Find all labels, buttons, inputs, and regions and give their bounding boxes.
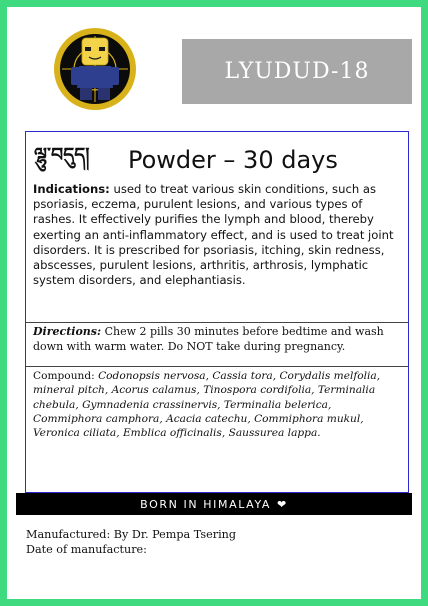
indications-section [33, 182, 401, 288]
indications-heading: Indications: [33, 182, 110, 196]
section-divider [26, 322, 408, 323]
title-row [34, 142, 338, 178]
indications-text: used to treat various skin conditions, such as psoriasis, eczema, purulent lesions, and various types of rashes. It effectively purifies the lymph and blood, thereby exerting an anti-inflammatory effect, and is used to treat joint disorders. It is prescribed for psoriasis, itching, skin redness, abscesses, purulent lesions, arthritis, arthrosis, lymphatic system disorders, and elephantiasis. [33, 182, 394, 288]
manufacture-date-label: Date of manufacture: [26, 542, 147, 556]
product-title: Powder – 30 days [128, 146, 338, 174]
heart-icon: ❤ [277, 497, 288, 511]
compound-heading: Compound: [33, 370, 95, 382]
manufacturer-line: Manufactured: By Dr. Pempa Tsering [26, 528, 237, 541]
origin-banner [16, 493, 412, 515]
logo [52, 26, 138, 112]
section-divider [26, 366, 408, 367]
tibetan-product-name: ལྷུ་བདུད། [34, 144, 90, 166]
banner-text: BORN IN HIMALAYA [140, 497, 272, 511]
directions-section [33, 325, 403, 354]
product-label [25, 131, 409, 493]
monk-figure-icon [52, 26, 138, 112]
compound-list: Codonopsis nervosa, Cassia tora, Corydalis melfolia, mineral pitch, Acorus calamus, Tinospora cordifolia, Terminalia chebula, Gymnadenia crassinervis, Terminalia belerica, Commiphora camphora, Acacia catechu, Commiphora mukul, Veronica ciliata, Emblica officinalis, Saussurea lappa. [33, 370, 381, 440]
directions-text: Chew 2 pills 30 minutes before bedtime and wash down with warm water. Do NOT take during pregnancy. [33, 325, 384, 353]
compound-section [33, 369, 403, 440]
product-code-badge: LYUDUD-18 [182, 39, 412, 104]
directions-heading: Directions: [33, 325, 102, 338]
manufacturer-info [26, 528, 236, 557]
